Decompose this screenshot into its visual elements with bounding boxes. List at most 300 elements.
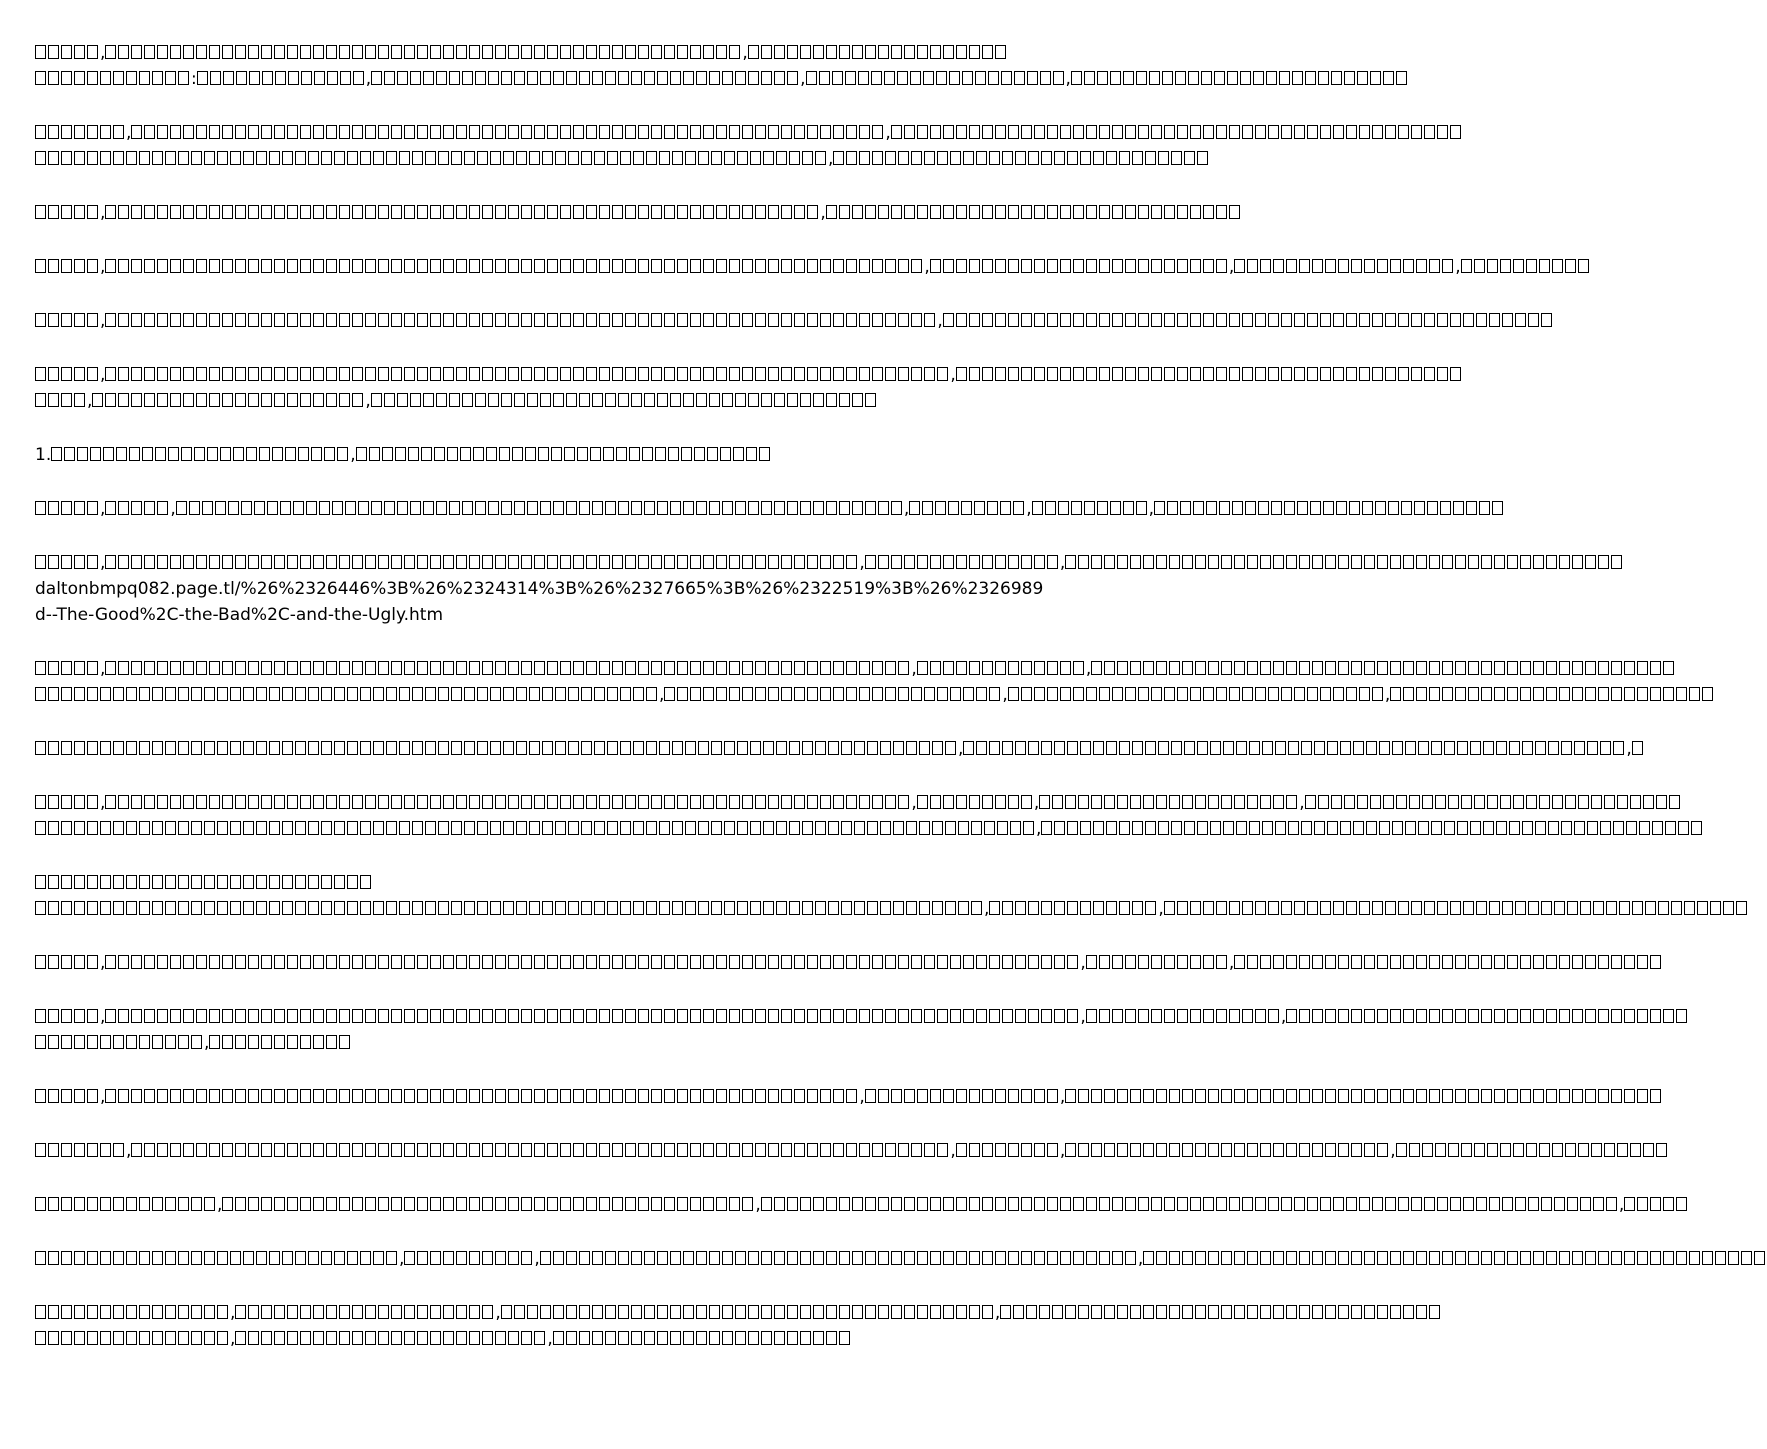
missing-glyph-box [360,741,371,755]
missing-glyph-box [878,1089,889,1103]
missing-glyph-box [690,1009,701,1023]
missing-glyph-box [579,393,590,407]
missing-glyph-box [521,313,532,327]
missing-glyph-box [1481,555,1492,569]
missing-glyph-box [737,821,748,835]
missing-glyph-box [703,955,714,969]
missing-glyph-box [417,1305,428,1319]
missing-glyph-box [399,901,410,915]
missing-glyph-box [430,1143,441,1157]
missing-glyph-box [499,447,510,461]
missing-glyph-box [1034,661,1045,675]
missing-glyph-box [1351,1305,1362,1319]
missing-glyph-box [191,901,202,915]
missing-glyph-box [906,821,917,835]
missing-glyph-box [581,821,592,835]
missing-glyph-box [1041,741,1052,755]
missing-glyph-box [581,901,592,915]
missing-glyph-box [126,1331,137,1345]
missing-glyph-box [1663,1009,1674,1023]
missing-glyph-box [352,205,363,219]
missing-glyph-box [464,151,475,165]
missing-glyph-box [989,1009,1000,1023]
missing-glyph-box [313,1089,324,1103]
missing-glyph-box [794,555,805,569]
missing-glyph-box [1429,1251,1440,1265]
missing-glyph-box [1656,1143,1667,1157]
missing-glyph-box [586,1009,597,1023]
paragraph-line: , , , , [35,790,990,816]
missing-glyph-box [568,901,579,915]
missing-glyph-box [1333,313,1344,327]
missing-glyph-box [1255,687,1266,701]
missing-glyph-box [118,795,129,809]
missing-glyph-box [971,901,982,915]
missing-glyph-box [35,795,46,809]
missing-glyph-box [365,661,376,675]
missing-glyph-box [300,367,311,381]
missing-glyph-box [878,1251,889,1265]
missing-glyph-box [1587,821,1598,835]
missing-glyph-box [48,795,59,809]
missing-glyph-box [1671,901,1682,915]
missing-glyph-box [594,901,605,915]
missing-glyph-box [35,661,46,675]
missing-glyph-box [274,795,285,809]
missing-glyph-box [943,205,954,219]
missing-glyph-box [1572,1089,1583,1103]
missing-glyph-box [1175,71,1186,85]
missing-glyph-box [1151,313,1162,327]
missing-glyph-box [1190,955,1201,969]
missing-glyph-box [1572,661,1583,675]
missing-glyph-box [1021,555,1032,569]
missing-glyph-box [1195,795,1206,809]
missing-glyph-box [118,555,129,569]
missing-glyph-box [230,151,241,165]
missing-glyph-box [1067,1009,1078,1023]
missing-glyph-box [220,447,231,461]
missing-glyph-box [287,313,298,327]
missing-glyph-box [846,795,857,809]
missing-glyph-box [995,125,1006,139]
missing-glyph-box [625,1197,636,1211]
missing-glyph-box [735,1331,746,1345]
missing-glyph-box [61,125,72,139]
missing-glyph-box [399,821,410,835]
missing-glyph-box [482,1331,493,1345]
missing-glyph-box [1416,1089,1427,1103]
missing-glyph-box [696,71,707,85]
missing-glyph-box [503,687,514,701]
missing-glyph-box [846,1089,857,1103]
missing-glyph-box [807,1089,818,1103]
missing-glyph-box [1104,661,1115,675]
missing-glyph-box [1546,661,1557,675]
missing-glyph-box [1593,1197,1604,1211]
missing-glyph-box [1132,901,1143,915]
missing-glyph-box [872,1143,883,1157]
missing-glyph-box [139,901,150,915]
missing-glyph-box [1028,741,1039,755]
missing-glyph-box [1162,71,1173,85]
missing-glyph-box [742,259,753,273]
missing-glyph-box [1054,955,1065,969]
missing-glyph-box [222,393,233,407]
missing-glyph-box [1080,741,1091,755]
missing-glyph-box [126,687,137,701]
missing-glyph-box [1414,501,1425,515]
missing-glyph-box [74,741,85,755]
missing-glyph-box [126,151,137,165]
missing-glyph-box [1234,955,1245,969]
missing-glyph-box [384,71,395,85]
missing-glyph-box [365,205,376,219]
missing-glyph-box [1260,661,1271,675]
missing-glyph-box [846,1143,857,1157]
missing-glyph-box [339,555,350,569]
missing-glyph-box [1136,501,1147,515]
missing-glyph-box [139,741,150,755]
missing-glyph-box [397,71,408,85]
missing-glyph-box [181,447,192,461]
missing-glyph-box [482,125,493,139]
missing-glyph-box [1138,1009,1149,1023]
missing-glyph-box [495,259,506,273]
missing-glyph-box [488,71,499,85]
missing-glyph-box [631,501,642,515]
missing-glyph-box [340,71,351,85]
missing-glyph-box [1026,1305,1037,1319]
missing-glyph-box [287,259,298,273]
missing-glyph-box [1587,741,1598,755]
missing-glyph-box [852,501,863,515]
missing-glyph-box [982,45,993,59]
missing-glyph-box [1431,821,1442,835]
missing-glyph-box [508,555,519,569]
missing-glyph-box [74,1143,85,1157]
missing-glyph-box [612,125,623,139]
missing-glyph-box [61,45,72,59]
missing-glyph-box [144,1143,155,1157]
missing-glyph-box [625,367,636,381]
missing-glyph-box [1119,901,1130,915]
missing-glyph-box [378,1305,389,1319]
missing-glyph-box [326,313,337,327]
missing-glyph-box [209,661,220,675]
missing-glyph-box [391,795,402,809]
missing-glyph-box [35,875,46,889]
missing-glyph-box [87,1035,98,1049]
missing-glyph-box [560,955,571,969]
missing-glyph-box [243,875,254,889]
missing-glyph-box [144,1089,155,1103]
missing-glyph-box [1450,367,1461,381]
missing-glyph-box [963,1009,974,1023]
missing-glyph-box [1104,1089,1115,1103]
missing-glyph-box [371,71,382,85]
missing-glyph-box [930,1197,941,1211]
missing-glyph-box [352,1089,363,1103]
missing-glyph-box [339,313,350,327]
missing-glyph-box [477,151,488,165]
missing-glyph-box [1580,901,1591,915]
missing-glyph-box [1624,1089,1635,1103]
missing-glyph-box [885,795,896,809]
missing-glyph-box [35,741,46,755]
missing-glyph-box [806,71,817,85]
missing-glyph-box [794,205,805,219]
missing-glyph-box [839,393,850,407]
missing-glyph-box [807,1143,818,1157]
missing-glyph-box [204,901,215,915]
missing-glyph-box [469,205,480,219]
missing-glyph-box [327,71,338,85]
missing-glyph-box [248,795,259,809]
missing-glyph-box [924,955,935,969]
missing-glyph-box [1080,151,1091,165]
missing-glyph-box [436,501,447,515]
missing-glyph-box [313,555,324,569]
missing-glyph-box [1297,501,1308,515]
missing-glyph-box [196,259,207,273]
missing-glyph-box [105,205,116,219]
missing-glyph-box [495,795,506,809]
missing-glyph-box [787,1251,798,1265]
missing-glyph-box [826,501,837,515]
missing-glyph-box [1559,1009,1570,1023]
missing-glyph-box [755,1089,766,1103]
missing-glyph-box [74,259,85,273]
missing-glyph-box [77,447,88,461]
missing-glyph-box [74,555,85,569]
missing-glyph-box [1333,1197,1344,1211]
missing-glyph-box [326,367,337,381]
missing-glyph-box [573,1089,584,1103]
missing-glyph-box [677,795,688,809]
missing-glyph-box [369,447,380,461]
missing-glyph-box [625,795,636,809]
paragraph-line: , , [35,362,990,388]
missing-glyph-box [334,901,345,915]
missing-glyph-box [885,1009,896,1023]
missing-glyph-box [1643,1143,1654,1157]
missing-glyph-box [61,741,72,755]
missing-glyph-box [230,901,241,915]
missing-glyph-box [61,1089,72,1103]
missing-glyph-box [1552,259,1563,273]
missing-glyph-box [1299,1089,1310,1103]
missing-glyph-box [486,447,497,461]
missing-glyph-box [943,661,954,675]
missing-glyph-box [1528,1197,1539,1211]
missing-glyph-box [1229,313,1240,327]
missing-glyph-box [605,1331,616,1345]
missing-glyph-box [1526,795,1537,809]
missing-glyph-box [1539,259,1550,273]
missing-glyph-box [248,1089,259,1103]
missing-glyph-box [1613,741,1624,755]
missing-glyph-box [813,1251,824,1265]
missing-glyph-box [395,447,406,461]
missing-glyph-box [750,901,761,915]
missing-glyph-box [118,1089,129,1103]
missing-glyph-box [1325,1143,1336,1157]
missing-glyph-box [256,901,267,915]
missing-glyph-box [1312,1009,1323,1023]
missing-glyph-box [1684,901,1695,915]
missing-glyph-box [761,1331,772,1345]
missing-glyph-box [1325,661,1336,675]
missing-glyph-box [638,45,649,59]
missing-glyph-box [113,151,124,165]
missing-glyph-box [1418,821,1429,835]
missing-glyph-box [1494,555,1505,569]
missing-glyph-box [178,151,189,165]
missing-glyph-box [995,1251,1006,1265]
missing-glyph-box [313,1331,324,1345]
missing-glyph-box [995,555,1006,569]
missing-glyph-box [456,205,467,219]
missing-glyph-box [599,955,610,969]
missing-glyph-box [261,45,272,59]
missing-glyph-box [1229,205,1240,219]
missing-glyph-box [1208,661,1219,675]
missing-glyph-box [1034,259,1045,273]
missing-glyph-box [1509,741,1520,755]
missing-glyph-box [789,901,800,915]
missing-glyph-box [620,687,631,701]
missing-glyph-box [1164,1197,1175,1211]
missing-glyph-box [1286,661,1297,675]
missing-glyph-box [696,1331,707,1345]
missing-glyph-box [430,45,441,59]
missing-glyph-box [776,151,787,165]
missing-glyph-box [61,687,72,701]
missing-glyph-box [776,741,787,755]
missing-glyph-box [668,447,679,461]
missing-glyph-box [113,901,124,915]
missing-glyph-box [521,125,532,139]
missing-glyph-box [152,687,163,701]
missing-glyph-box [937,955,948,969]
missing-glyph-box [301,71,312,85]
missing-glyph-box [937,1009,948,1023]
missing-glyph-box [87,45,98,59]
missing-glyph-box [1624,1251,1635,1265]
missing-glyph-box [865,501,876,515]
missing-glyph-box [61,1305,72,1319]
missing-glyph-box [1656,795,1667,809]
missing-glyph-box [1078,1143,1089,1157]
missing-glyph-box [1171,821,1182,835]
missing-glyph-box [1104,1305,1115,1319]
missing-glyph-box [1528,313,1539,327]
missing-glyph-box [586,1197,597,1211]
missing-glyph-box [1151,1009,1162,1023]
missing-glyph-box [1047,259,1058,273]
missing-glyph-box [930,45,941,59]
missing-glyph-box [404,1251,415,1265]
missing-glyph-box [664,661,675,675]
missing-glyph-box [495,955,506,969]
missing-glyph-box [956,45,967,59]
missing-glyph-box [685,821,696,835]
missing-glyph-box [170,955,181,969]
missing-glyph-box [1032,501,1043,515]
missing-glyph-box [131,393,142,407]
missing-glyph-box [995,1197,1006,1211]
missing-glyph-box [1665,821,1676,835]
missing-glyph-box [282,741,293,755]
missing-glyph-box [1028,901,1039,915]
missing-glyph-box [956,1305,967,1319]
missing-glyph-box [945,821,956,835]
missing-glyph-box [1216,367,1227,381]
missing-glyph-box [703,205,714,219]
missing-glyph-box [139,1197,150,1211]
missing-glyph-box [1255,367,1266,381]
missing-glyph-box [807,313,818,327]
missing-glyph-box [274,661,285,675]
missing-glyph-box [1015,901,1026,915]
missing-glyph-box [711,741,722,755]
missing-glyph-box [657,1305,668,1319]
missing-glyph-box [1411,901,1422,915]
missing-glyph-box [1561,741,1572,755]
missing-glyph-box [514,1305,525,1319]
missing-glyph-box [1021,687,1032,701]
missing-glyph-box [1060,1251,1071,1265]
missing-glyph-box [1364,955,1375,969]
missing-glyph-box [590,447,601,461]
missing-glyph-box [118,955,129,969]
missing-glyph-box [1639,821,1650,835]
missing-glyph-box [490,901,501,915]
missing-glyph-box [35,1251,46,1265]
missing-glyph-box [358,501,369,515]
missing-glyph-box [551,447,562,461]
missing-glyph-box [404,795,415,809]
missing-glyph-box [1182,1143,1193,1157]
missing-glyph-box [872,367,883,381]
missing-glyph-box [1117,795,1128,809]
missing-glyph-box [826,1251,837,1265]
missing-glyph-box [35,1197,46,1211]
missing-glyph-box [131,955,142,969]
missing-glyph-box [1390,955,1401,969]
missing-glyph-box [1281,367,1292,381]
missing-glyph-box [872,313,883,327]
missing-glyph-box [256,741,267,755]
missing-glyph-box [774,501,785,515]
missing-glyph-box [430,1251,441,1265]
missing-glyph-box [482,367,493,381]
missing-glyph-box [906,741,917,755]
missing-glyph-box [833,1089,844,1103]
missing-glyph-box [61,313,72,327]
missing-glyph-box [235,45,246,59]
missing-glyph-box [1294,901,1305,915]
missing-glyph-box [547,45,558,59]
missing-glyph-box [1015,955,1026,969]
missing-glyph-box [170,393,181,407]
missing-glyph-box [178,1251,189,1265]
missing-glyph-box [859,955,870,969]
missing-glyph-box [1203,901,1214,915]
missing-glyph-box [1494,687,1505,701]
missing-glyph-box [456,955,467,969]
